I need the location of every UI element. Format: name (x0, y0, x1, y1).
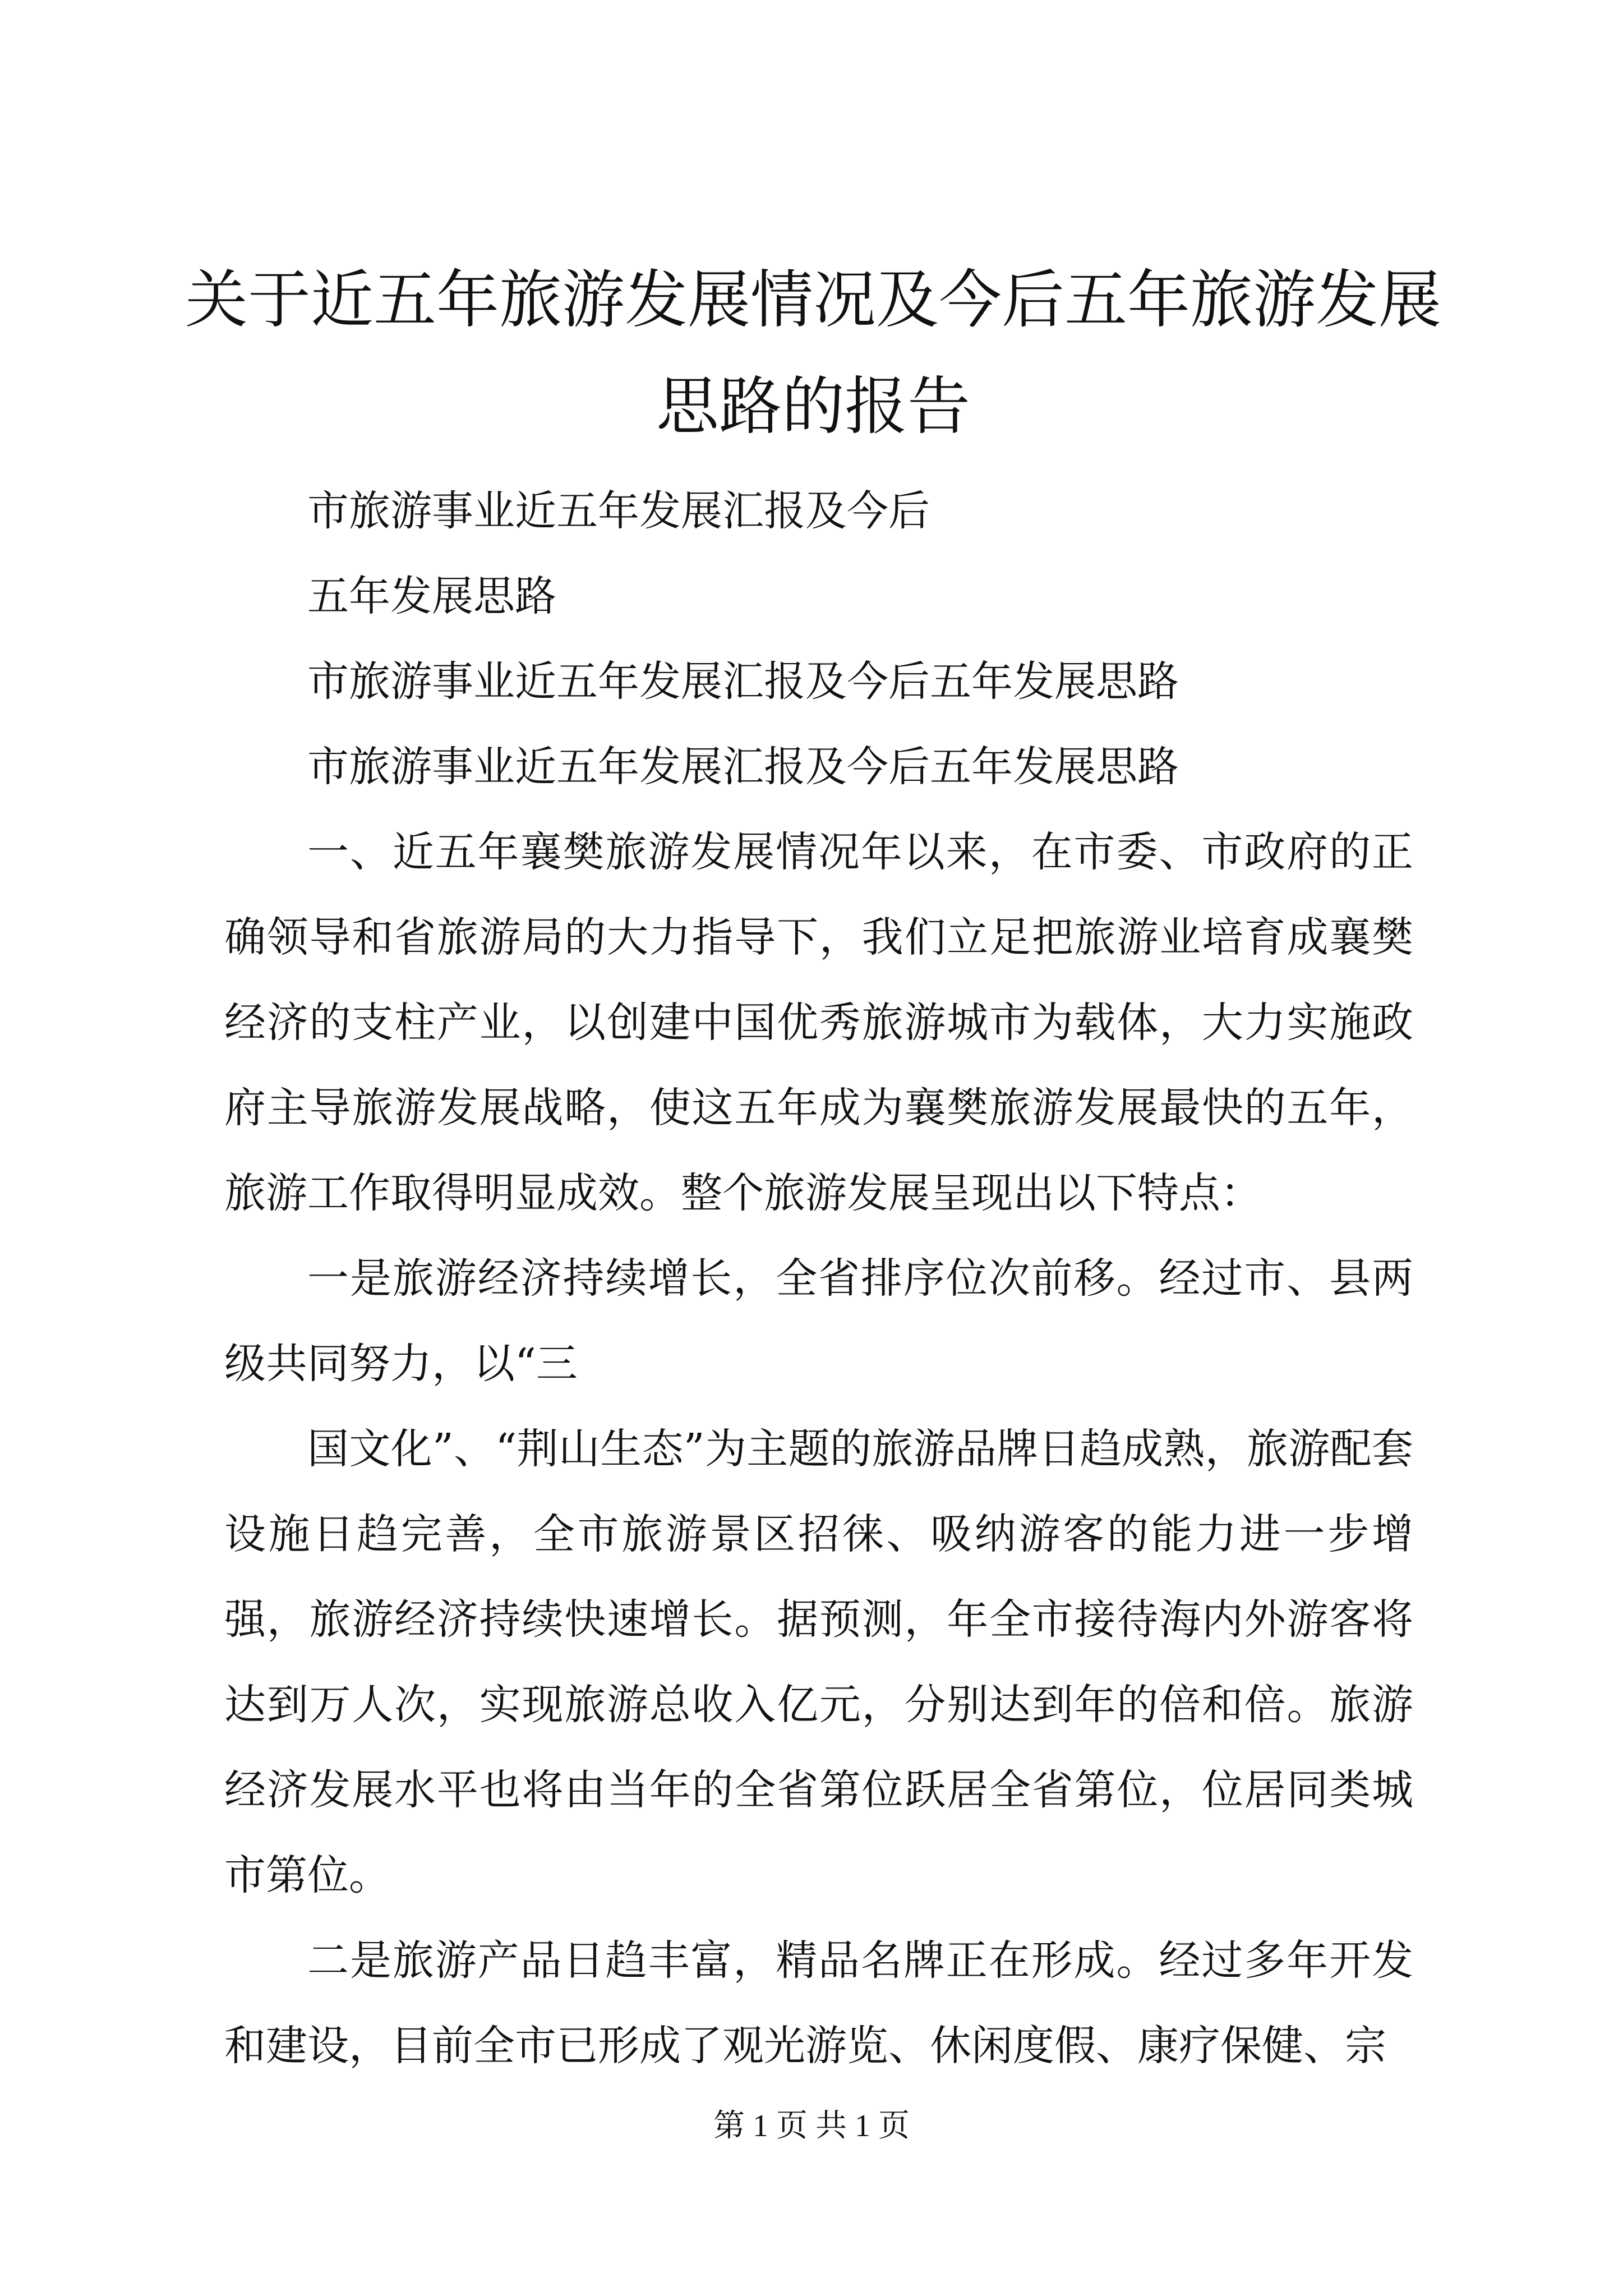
paragraph: 市旅游事业近五年发展汇报及今后五年发展思路 (307, 657, 1179, 706)
paragraph: 二是旅游产品日趋丰富，精品名牌正在形成。经过多年开发和建设，目前全市已形成了观光游览、休闲度假、康疗保健、宗 (224, 1936, 1413, 2070)
paragraph: 五年发展思路 (307, 572, 556, 620)
paragraph: 一、近五年襄樊旅游发展情况年以来，在市委、市政府的正确领导和省旅游局的大力指导下，我们立足把旅游业培育成襄樊经济的支柱产业，以创建中国优秀旅游城市为载体，大力实施政府主导旅游发展战略，使这五年成为襄樊旅游发展最快的五年，旅游工作取得明显成效。整个旅游发展呈现出以下特点： (224, 828, 1413, 1217)
page-footer: 第 1 页 共 1 页 (713, 2109, 910, 2143)
paragraph: 国文化”、“荆山生态”为主题的旅游品牌日趋成熟，旅游配套设施日趋完善，全市旅游景区招徕、吸纳游客的能力进一步增强，旅游经济持续快速增长。据预测，年全市接待海内外游客将达到万人次，实现旅游总收入亿元，分别达到年的倍和倍。旅游经济发展水平也将由当年的全省第位跃居全省第位，位居同类城市第位。 (224, 1425, 1413, 1899)
paragraph: 市旅游事业近五年发展汇报及今后 (307, 487, 930, 535)
paragraph: 一是旅游经济持续增长，全省排序位次前移。经过市、县两级共同努力，以“三 (224, 1254, 1413, 1388)
document-title: 关于近五年旅游发展情况及今后五年旅游发展思路的报告 (185, 264, 1441, 443)
paragraph: 市旅游事业近五年发展汇报及今后五年发展思路 (307, 743, 1179, 791)
document-body (224, 468, 1413, 2088)
